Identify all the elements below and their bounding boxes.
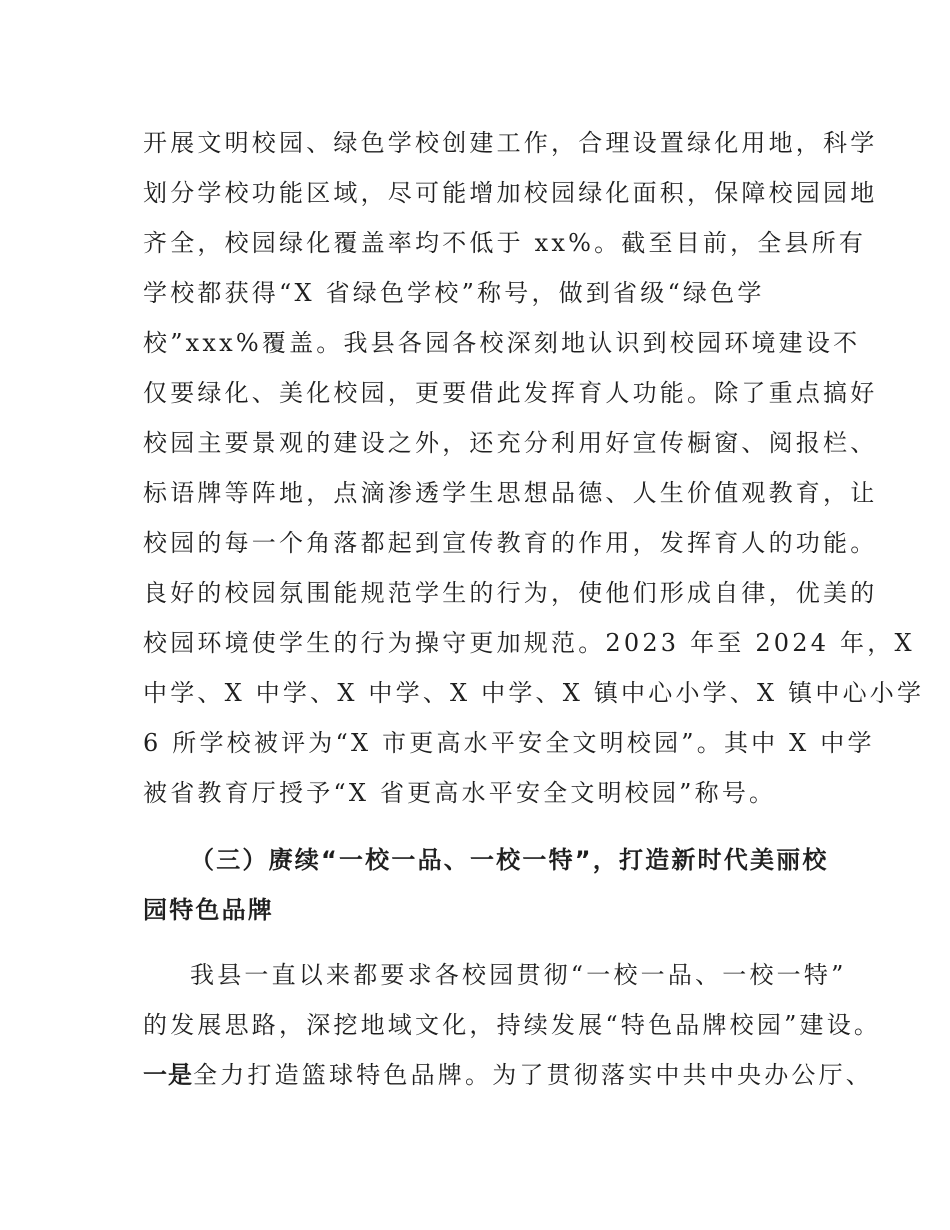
body-text-line: 开展文明校园、绿色学校创建工作，合理设置绿化用地，科学 [143,129,878,157]
body-text-line: 校园环境使学生的行为操守更加规范。2023 年至 2024 年，X [143,629,915,657]
body-text-line: 划分学校功能区域，尽可能增加校园绿化面积，保障校园园地 [143,179,878,207]
body-text-line: 我县一直以来都要求各校园贯彻“一校一品、一校一特” [190,961,847,989]
body-text-line: 学校都获得“X 省绿色学校”称号，做到省级“绿色学 [143,279,765,307]
body-text-line: 的发展思路，深挖地域文化，持续发展“特色品牌校园”建设。 [143,1011,882,1039]
emphasis-lead: 一是 [143,1061,193,1089]
body-text-line: 中学、X 中学、X 中学、X 中学、X 镇中心小学、X 镇中心小学 [143,679,925,707]
body-text-line: 被省教育厅授予“X 省更高水平安全文明校园”称号。 [143,779,777,807]
body-text-line: 仅要绿化、美化校园，更要借此发挥育人功能。除了重点搞好 [143,379,878,407]
body-text-line [143,1060,873,1090]
section-heading: （三）赓续“一校一品、一校一特”，打造新时代美丽校 [190,846,829,874]
body-text-line: 校”xxx%覆盖。我县各园各校深刻地认识到校园环境建设不 [143,329,861,357]
body-text-line: 校园的每一个角落都起到宣传教育的作用，发挥育人的功能。 [143,529,878,557]
body-text-line: 标语牌等阵地，点滴渗透学生思想品德、人生价值观教育，让 [143,479,878,507]
body-text-rest: 全力打造篮球特色品牌。为了贯彻落实中共中央办公厅、 [193,1061,873,1089]
body-text-line: 6 所学校被评为“X 市更高水平安全文明校园”。其中 X 中学 [143,729,875,757]
section-heading-continued: 园特色品牌 [143,896,274,924]
body-text-line: 良好的校园氛围能规范学生的行为，使他们形成自律，优美的 [143,579,878,607]
body-text-line: 齐全，校园绿化覆盖率均不低于 xx%。截至目前，全县所有 [143,229,867,257]
body-text-line: 校园主要景观的建设之外，还充分利用好宣传橱窗、阅报栏、 [143,429,878,457]
